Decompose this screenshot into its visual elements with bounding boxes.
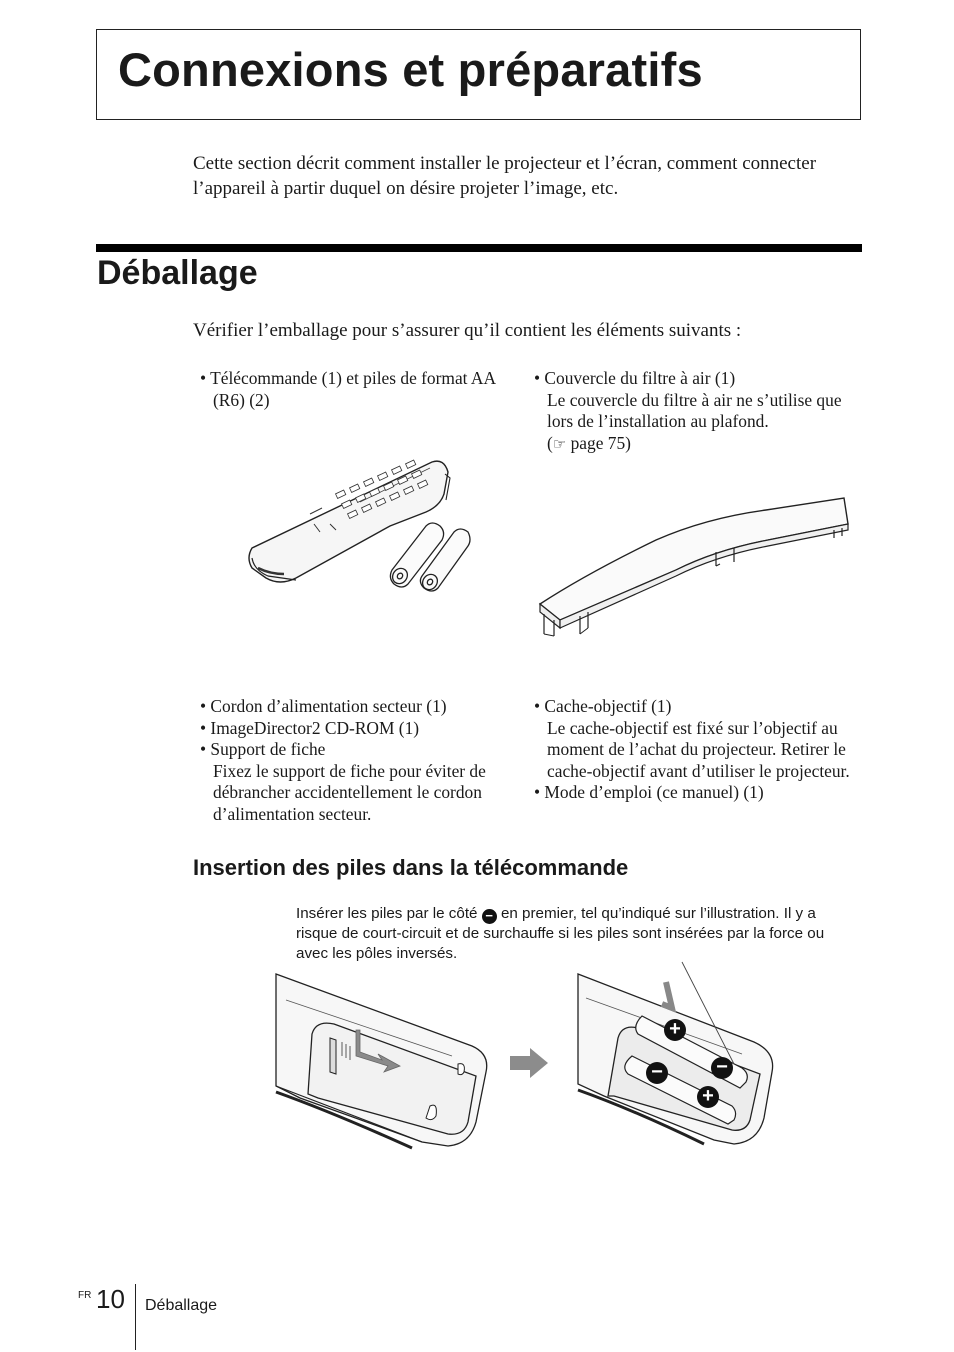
section-rule <box>96 244 862 252</box>
book-pointer-icon: ☞ <box>552 436 567 453</box>
bullet-lens-cap: • Cache-objectif (1) <box>534 696 672 716</box>
intro-paragraph: Cette section décrit comment installer le projecteur et l’écran, comment connecter l’appareil à partir duquel on désire projeter l’image, etc. <box>193 153 817 199</box>
bullet-remote: • Télécommande (1) et piles de format AA (R6) (2) <box>200 368 496 410</box>
filter-cover-ref: (☞ page 75) <box>547 432 631 453</box>
lens-cap-note: Le cache-objectif est fixé sur l’objectif au moment de l’achat du projecteur. Retirer le cache-objectif avant d’utiliser le projecteur. <box>547 717 850 781</box>
bullet-plug-holder: • Support de fiche <box>200 739 326 759</box>
arrow-right-icon <box>508 1046 550 1080</box>
footer-section-title: Déballage <box>145 1297 218 1314</box>
section-heading: Déballage <box>97 254 258 292</box>
plus-terminal-icon: + <box>697 1086 719 1108</box>
footer-divider <box>135 1284 136 1350</box>
plug-holder-note: Fixez le support de fiche pour éviter de débrancher accidentellement le cordon d’alimentation secteur. <box>213 760 486 824</box>
item-filter-cover <box>534 368 864 456</box>
filter-cover-note: Le couvercle du filtre à air ne s’utilise que lors de l’installation au plafond. <box>547 389 842 431</box>
item-remote-and-batteries <box>200 368 520 411</box>
checklist-intro: Vérifier l’emballage pour s’assurer qu’il contient les éléments suivants : <box>193 320 742 341</box>
battery-icon <box>388 518 472 592</box>
minus-terminal-icon: − <box>482 909 497 924</box>
remote-batteries-inserted-illustration <box>574 960 780 1150</box>
remote-back-lid-illustration <box>272 972 492 1154</box>
bullet-cdrom: • ImageDirector2 CD-ROM (1) <box>200 717 420 738</box>
item-power-cord-group <box>200 696 530 825</box>
bullet-filter-cover: • Couvercle du filtre à air (1) <box>534 368 736 388</box>
battery-heading: Insertion des piles dans la télécommande <box>193 855 629 880</box>
page-title: Connexions et préparatifs <box>118 43 703 96</box>
minus-terminal-icon: − <box>646 1062 668 1084</box>
battery-note: Insérer les piles par le côté − en premier, tel qu’indiqué sur l’illustration. Il y a risque de court-circuit et de surchauffe si les piles sont insérées par la force ou avec les pôles inversés. <box>296 905 825 962</box>
bullet-manual: • Mode d’emploi (ce manuel) (1) <box>534 782 764 802</box>
item-lens-cap-group <box>534 696 864 804</box>
page-number: 10 <box>96 1284 125 1314</box>
plus-terminal-icon: + <box>664 1019 686 1041</box>
bullet-power-cord: • Cordon d’alimentation secteur (1) <box>200 696 447 716</box>
footer-language: FR <box>78 1290 92 1301</box>
filter-cover-icon <box>536 494 852 644</box>
minus-terminal-icon: − <box>711 1057 733 1079</box>
